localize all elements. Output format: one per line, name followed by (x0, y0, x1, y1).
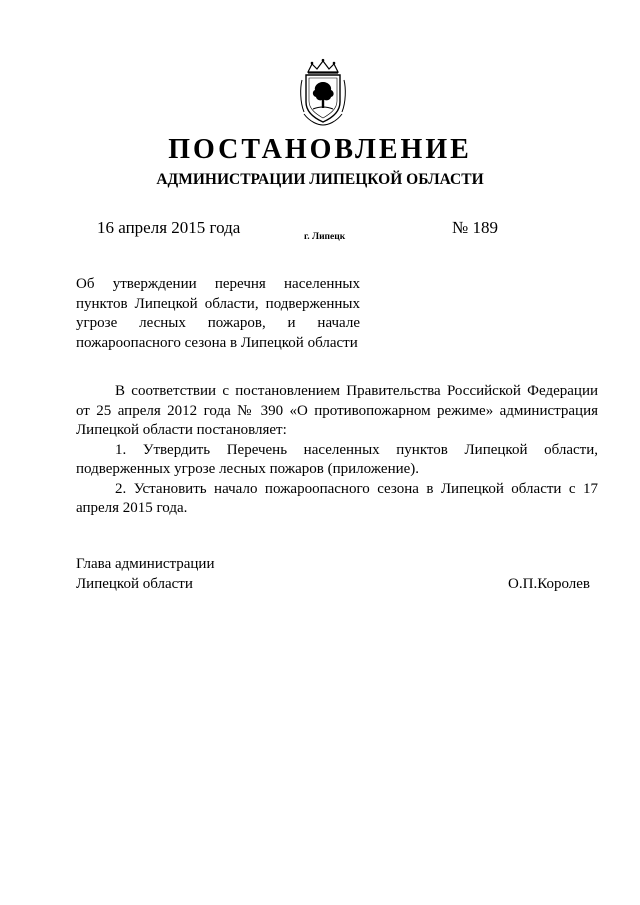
body-paragraph: В соответствии с постановлением Правительства Российской Федерации от 25 апреля 2012 года № 390 «О противопожарном режиме» администрация Липецкой области постановляет: (76, 383, 598, 438)
document-title: ПОСТАНОВЛЕНИЕ (168, 134, 472, 165)
signature-name: О.П.Королев (508, 575, 590, 592)
document-number: № 189 (452, 218, 498, 237)
document-city: г. Липецк (304, 232, 346, 242)
document-date: 16 апреля 2015 года (97, 218, 241, 237)
signature-position-line2: Липецкой области (76, 575, 193, 592)
document-body (76, 382, 598, 519)
body-paragraph: 1. Утвердить Перечень населенных пунктов Липецкой области, подверженных угрозе лесных пожаров (приложение). (76, 441, 598, 477)
body-paragraph: 2. Установить начало пожароопасного сезона в Липецкой области с 17 апреля 2015 года. (76, 480, 598, 516)
document-subject: Об утверждении перечня населенных пунктов Липецкой области, подверженных угрозе лесных пожаров, и начале пожароопасного сезона в Липецкой области (76, 276, 360, 351)
signature-block (76, 555, 598, 594)
document-subtitle: АДМИНИСТРАЦИИ ЛИПЕЦКОЙ ОБЛАСТИ (156, 171, 484, 188)
signature-position-line1: Глава администрации (76, 556, 215, 572)
coat-of-arms-icon (298, 58, 348, 126)
